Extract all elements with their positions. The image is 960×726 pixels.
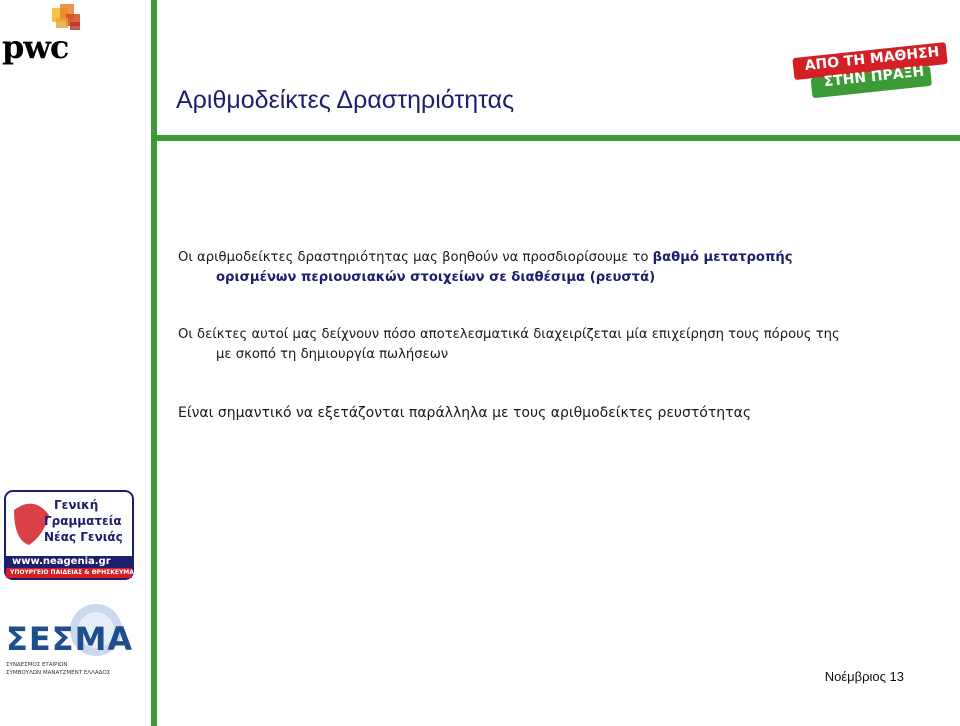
paragraph-2-line-2: με σκοπό τη δημιουργία πωλήσεων: [216, 347, 449, 362]
paragraph-1-highlight: βαθμό μετατροπής: [652, 250, 793, 265]
geniki-grammateia-line-1: Γενική: [54, 498, 99, 512]
footer-date: Νοέμβριος 13: [824, 669, 904, 684]
apo-ti-mathisi-logo-text: ΑΠΟ ΤΗ ΜΑΘΗΣΗ ΣΤΗΝ ΠΡΑΞΗ: [804, 44, 941, 91]
apo-ti-mathisi-logo: [790, 40, 952, 100]
paragraph-2-line-1: Οι δείκτες αυτοί μας δείχνουν πόσο αποτελεσματικά διαχειρίζεται μία επιχείρηση τους πόρους της: [178, 327, 840, 342]
geniki-grammateia-url: www.neagenia.gr: [12, 556, 111, 567]
paragraph-1-continuation: ορισμένων περιουσιακών στοιχείων σε διαθέσιμα (ρευστά): [216, 270, 656, 285]
sesma-logo-text: ΣΕΣΜΑ: [6, 620, 134, 658]
pwc-logo-text: pwc: [2, 28, 69, 66]
sesma-logo-sub-2: ΣΥΜΒΟΥΛΩΝ ΜΑΝΑΤΖΜΕΝΤ ΕΛΛΑΔΟΣ: [6, 670, 111, 676]
page-title: Αριθμοδείκτες Δραστηριότητας: [176, 86, 515, 114]
geniki-grammateia-line-3: Νέας Γενιάς: [44, 530, 123, 544]
paragraph-2: [178, 325, 948, 365]
pwc-logo: [0, 0, 100, 76]
sesma-logo-sub-1: ΣΥΝΔΕΣΜΟΣ ΕΤΑΙΡΙΩΝ: [6, 662, 68, 668]
paragraph-3: Είναι σημαντικό να εξετάζονται παράλληλα με τους αριθμοδείκτες ρευστότητας: [178, 405, 752, 421]
vertical-accent-bar: [151, 0, 157, 726]
geniki-grammateia-sub: ΥΠΟΥΡΓΕΙΟ ΠΑΙΔΕΙΑΣ & ΘΡΗΣΚΕΥΜΑΤΩΝ: [10, 569, 149, 576]
paragraph-1: [178, 248, 948, 288]
geniki-grammateia-line-2: Γραμματεία: [44, 514, 122, 528]
paragraph-1-text-a: Οι αριθμοδείκτες δραστηριότητας μας βοηθούν να προσδιορίσουμε το: [178, 250, 653, 265]
sesma-logo: [4, 600, 138, 680]
geniki-grammateia-logo: [4, 490, 149, 580]
horizontal-accent-bar: [151, 135, 960, 141]
